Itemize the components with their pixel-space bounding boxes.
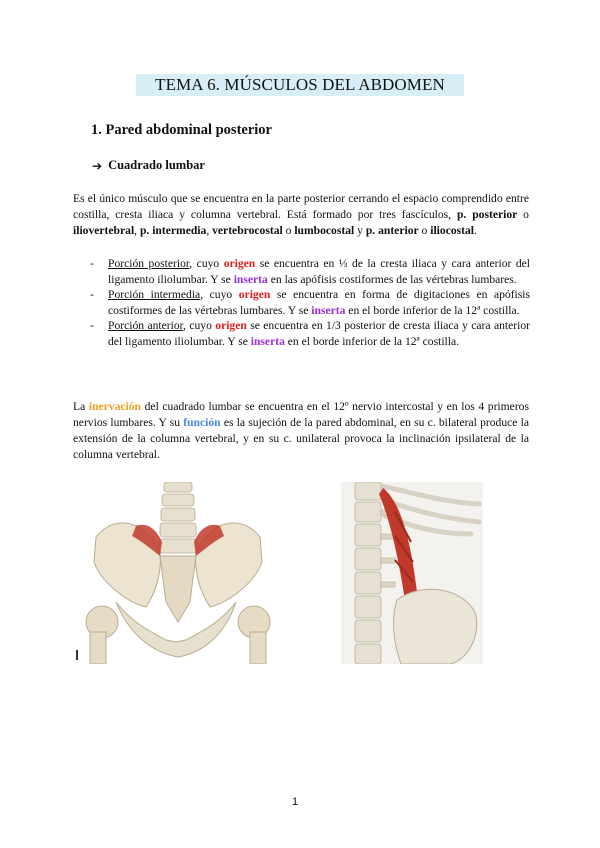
page-number: 1	[292, 796, 299, 808]
section-heading: 1. Pared abdominal posterior	[91, 122, 272, 138]
list-item-label: Porción intermedia	[108, 288, 201, 302]
list-item: - Porción posterior, cuyo origen se encuentra en ⅓ de la cresta iliaca y cara anterior del ligamento iliolumbar. Y se inserta en las apófisis costiformes de las vértebras lumbares.	[90, 257, 531, 286]
lateral-spine-illustration	[341, 482, 483, 664]
intro-paragraph: Es el único músculo que se encuentra en la parte posterior cerrando el espacio comprendido entre costilla, cresta iliaca y columna vertebral. Está formado por tres fascículos, p. posterior o iliovertebral, p. intermedia, vertebrocostal o lumbocostal y p. anterior o iliocostal.	[73, 192, 529, 237]
arrow-icon: ➔	[92, 158, 103, 173]
subsection-label: Cuadrado lumbar	[108, 158, 205, 172]
pelvis-illustration	[76, 482, 280, 664]
list-item: - Porción anterior, cuyo origen se encuentra en 1/3 posterior de cresta iliaca y cara anterior del ligamento iliolumbar. Y se inserta en el borde inferior de la 12ª costilla.	[90, 319, 530, 348]
list-item-label: Porción posterior	[108, 257, 190, 270]
outro-paragraph: La inervación del cuadrado lumbar se encuentra en el 12º nervio intercostal y en los 4 primeros nervios lumbares. Y su función es la sujeción de la pared abdominal, en su c. bilateral produce la extensión de la columna vertebral, y en su c. unilateral provoca la inclinación ipsilateral de la columna vertebral.	[73, 400, 529, 461]
list-item: - Porción intermedia, cuyo origen se encuentra en forma de digitaciones en apófisis costiformes de las vértebras lumbares. Y se inserta en el borde inferior de la 12ª costilla.	[90, 288, 531, 317]
page-title: TEMA 6. MÚSCULOS DEL ABDOMEN	[136, 74, 464, 96]
subsection-heading	[92, 158, 205, 173]
portions-list	[90, 256, 530, 350]
list-item-label: Porción anterior	[108, 319, 184, 333]
